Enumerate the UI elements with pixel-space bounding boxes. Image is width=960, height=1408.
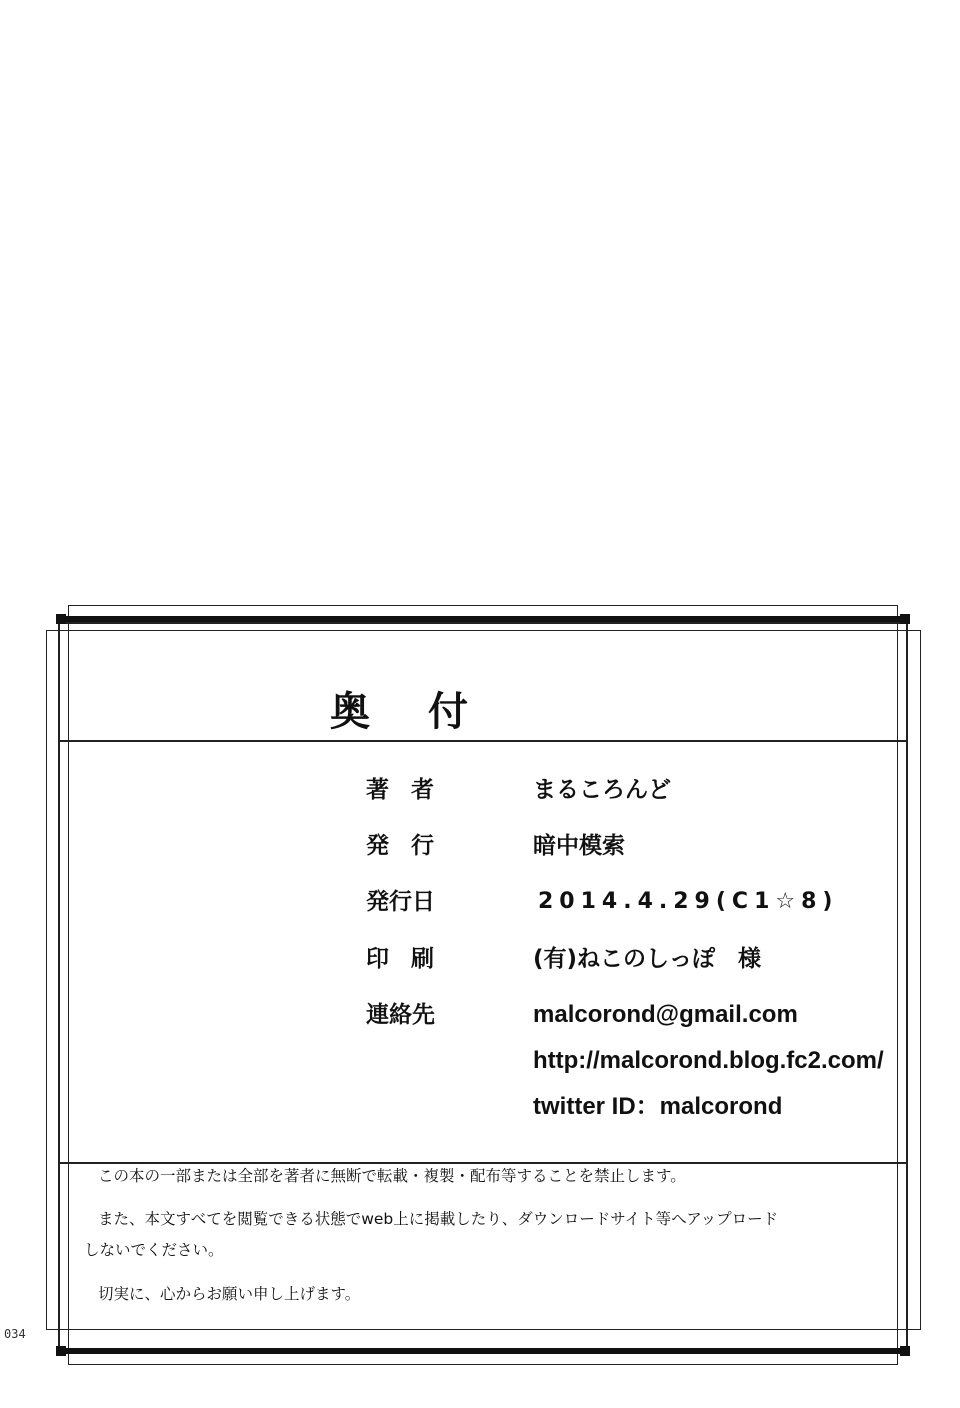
corner-tr: [900, 614, 910, 624]
label-printer: 印刷: [366, 946, 456, 972]
page-title: 奥付: [330, 689, 526, 735]
page-number: 034: [4, 1327, 26, 1341]
value-blog-url: http://malcorond.blog.fc2.com/: [533, 1047, 884, 1074]
value-publisher: 暗中模索: [533, 833, 625, 859]
label-date: 発行日: [366, 889, 435, 915]
value-email: malcorond@gmail.com: [533, 1001, 798, 1028]
notice-line-3: しないでください。: [84, 1241, 224, 1259]
value-author: まるころんど: [533, 777, 671, 803]
label-publisher: 発行: [366, 833, 456, 859]
label-contact: 連絡先: [366, 1002, 435, 1028]
corner-br: [900, 1346, 910, 1356]
value-printer: (有)ねこのしっぽ 様: [533, 946, 762, 972]
rule-top: [58, 616, 908, 622]
label-author: 著者: [366, 777, 456, 803]
divider-title: [58, 740, 908, 742]
rule-bottom: [58, 1348, 908, 1354]
notice-line-4: 切実に、心からお願い申し上げます。: [98, 1285, 361, 1303]
corner-bl: [56, 1346, 66, 1356]
corner-tl: [56, 614, 66, 624]
value-twitter: twitter ID：malcorond: [533, 1093, 783, 1120]
notice-line-1: この本の一部または全部を著者に無断で転載・複製・配布等することを禁止します。: [98, 1167, 686, 1185]
value-date: 2014.4.29(C1☆8): [538, 889, 839, 914]
notice-line-2: また、本文すべてを閲覧できる状態でweb上に掲載したり、ダウンロードサイト等へアップロード: [98, 1210, 779, 1228]
divider-notice: [58, 1162, 908, 1164]
